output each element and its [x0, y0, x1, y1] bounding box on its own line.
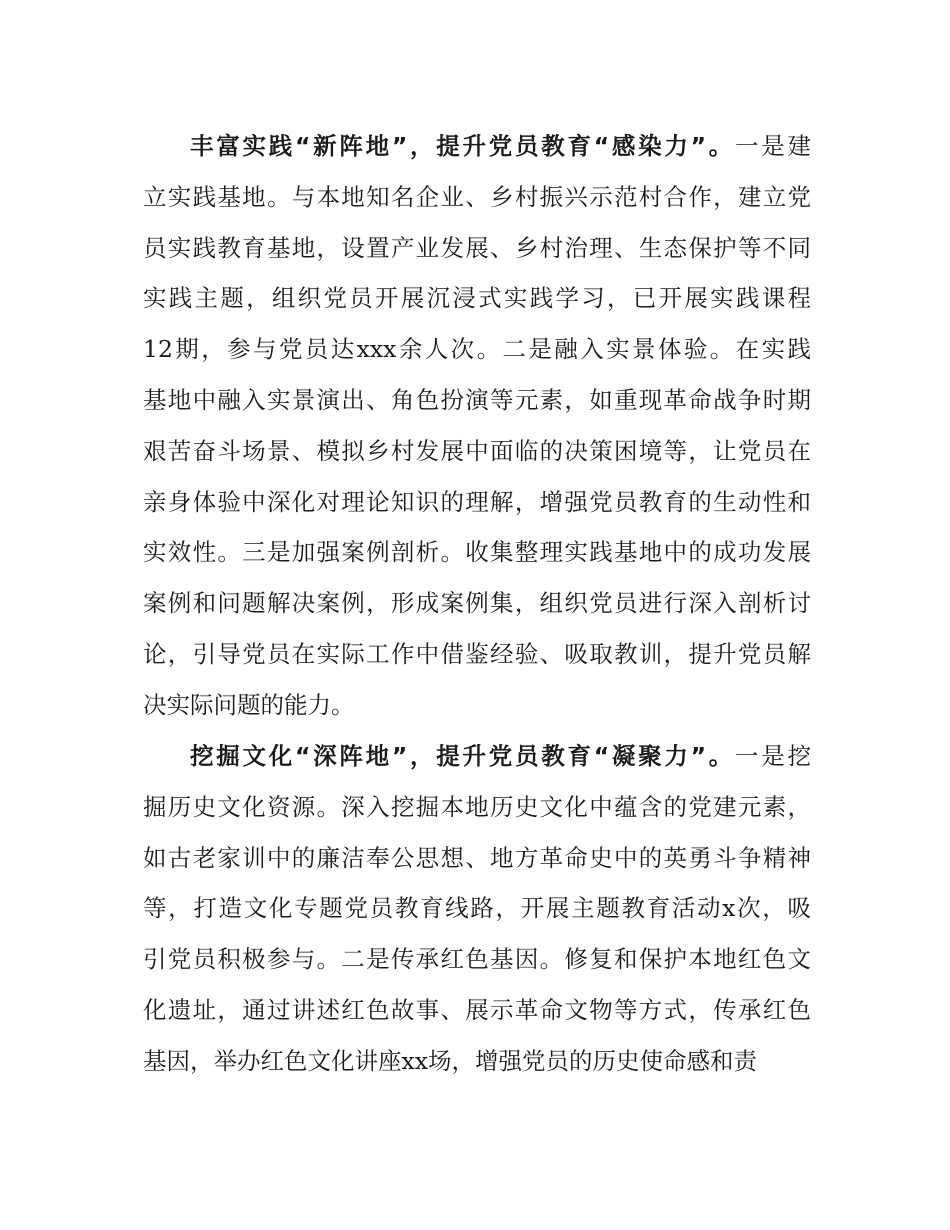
paragraph-line: 12期，参与党员达xxx余人次。二是融入实景体验。在实践 — [143, 335, 811, 364]
paragraph-line: 实践主题，组织党员开展沉浸式实践学习，已开展实践课程 — [143, 284, 811, 313]
paragraph-heading: 丰富实践“新阵地”，提升党员教育“感染力”。 — [190, 132, 736, 160]
paragraph-culture — [143, 731, 811, 1087]
paragraph-line: 案例和问题解决案例，形成案例集，组织党员进行深入剖析讨 — [143, 589, 811, 618]
paragraph-line: 引党员积极参与。二是传承红色基因。修复和保护本地红色文 — [143, 945, 811, 974]
paragraph-line: 等，打造文化专题党员教育线路，开展主题教育活动x次，吸 — [143, 894, 811, 923]
paragraph-practice — [143, 121, 811, 731]
paragraph-text: 一是建 — [735, 132, 812, 160]
paragraph-line — [143, 121, 811, 172]
paragraph-line: 基地中融入实景演出、角色扮演等元素，如重现革命战争时期 — [143, 385, 811, 414]
paragraph-line: 化遗址，通过讲述红色故事、展示革命文物等方式，传承红色 — [143, 995, 811, 1024]
paragraph-line: 决实际问题的能力。 — [143, 690, 355, 719]
paragraph-line — [143, 731, 811, 782]
paragraph-line: 掘历史文化资源。深入挖掘本地历史文化中蕴含的党建元素， — [143, 792, 811, 821]
paragraph-line: 艰苦奋斗场景、模拟乡村发展中面临的决策困境等，让党员在 — [143, 436, 811, 465]
paragraph-line: 立实践基地。与本地知名企业、乡村振兴示范村合作，建立党 — [143, 182, 811, 211]
paragraph-heading: 挖掘文化“深阵地”，提升党员教育“凝聚力”。 — [190, 742, 736, 770]
paragraph-text: 一是挖 — [735, 742, 812, 770]
paragraph-line: 员实践教育基地，设置产业发展、乡村治理、生态保护等不同 — [143, 233, 811, 262]
paragraph-line: 基因，举办红色文化讲座xx场，增强党员的历史使命感和责 — [143, 1046, 758, 1075]
paragraph-line: 实效性。三是加强案例剖析。收集整理实践基地中的成功发展 — [143, 538, 811, 567]
paragraph-line: 如古老家训中的廉洁奉公思想、地方革命史中的英勇斗争精神 — [143, 843, 811, 872]
paragraph-line: 亲身体验中深化对理论知识的理解，增强党员教育的生动性和 — [143, 487, 811, 516]
paragraph-line: 论，引导党员在实际工作中借鉴经验、吸取教训，提升党员解 — [143, 639, 811, 668]
